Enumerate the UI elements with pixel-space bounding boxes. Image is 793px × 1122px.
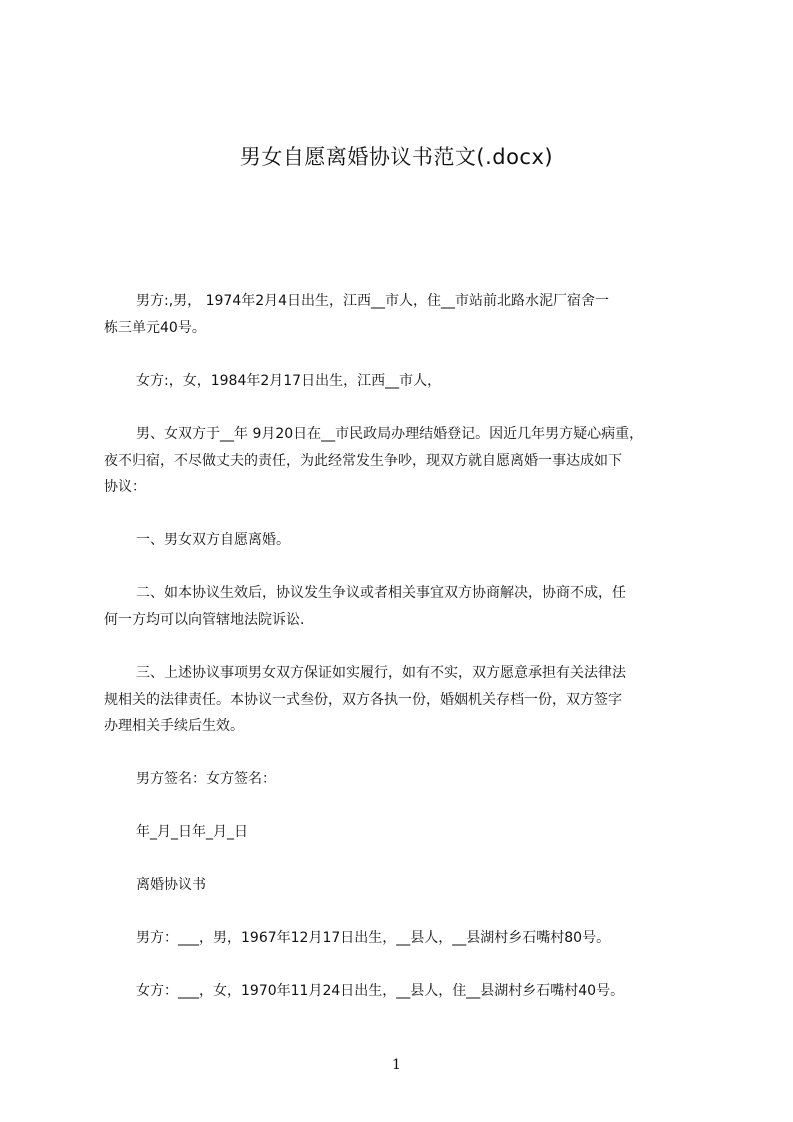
text-line: 何一方均可以向管辖地法院诉讼.: [104, 611, 305, 628]
paragraph-clause-1: [104, 527, 724, 554]
text-line: 办理相关手续后生效。: [104, 718, 244, 734]
text-line: 女方:，女，1984年2月17日出生，江西__市人，: [136, 373, 442, 389]
text-line: 男、女双方于__年 9月20日在__市民政局办理结婚登记。因近几年男方疑心病重，: [136, 426, 644, 442]
text-line: 男方：___，男，1967年12月17日出生，__县人，__县湖村乡石嘴村80号。: [136, 930, 611, 946]
paragraph-signatures: [104, 766, 724, 793]
text-line: 二、如本协议生效后，协议发生争议或者相关事宜双方协商解决，协商不成，任: [136, 585, 626, 601]
text-line: 女方：___，女，1970年11月24日出生，__县人，住__县湖村乡石嘴村40号。: [136, 983, 625, 999]
paragraph-background: [104, 421, 724, 501]
text-line: 协议：: [104, 479, 146, 495]
text-line: 栋三单元40号。: [104, 319, 206, 336]
text-line: 三、上述协议事项男女双方保证如实履行，如有不实，双方愿意承担有关法律法: [136, 665, 626, 681]
text-line: 男方:,男， 1974年2月4日出生，江西__市人，住__市站前北路水泥厂宿舍一: [136, 293, 610, 309]
paragraph-wife-info-2: [104, 978, 724, 1005]
document-title: 男女自愿离婚协议书范文(.docx): [239, 145, 554, 169]
text-line: 夜不归宿，不尽做丈夫的责任，为此经常发生争吵，现双方就自愿离婚一事达成如下: [104, 452, 622, 469]
text-line: 男方签名：女方签名：: [136, 771, 276, 787]
paragraph-wife-info: [104, 368, 724, 395]
text-line: 离婚协议书: [136, 877, 206, 893]
text-line: 一、男女双方自愿离婚。: [136, 532, 290, 548]
paragraph-husband-info: [104, 288, 724, 341]
paragraph-dates: [104, 819, 724, 846]
paragraph-clause-3: [104, 660, 724, 740]
paragraph-second-heading: [104, 872, 724, 899]
paragraph-husband-info-2: [104, 925, 724, 952]
text-line: 年_月_日年_月_日: [136, 824, 248, 840]
page-number: 1: [392, 1057, 401, 1073]
paragraph-clause-2: [104, 580, 724, 633]
text-line: 规相关的法律责任。本协议一式叁份，双方各执一份，婚姻机关存档一份，双方签字: [104, 691, 622, 708]
